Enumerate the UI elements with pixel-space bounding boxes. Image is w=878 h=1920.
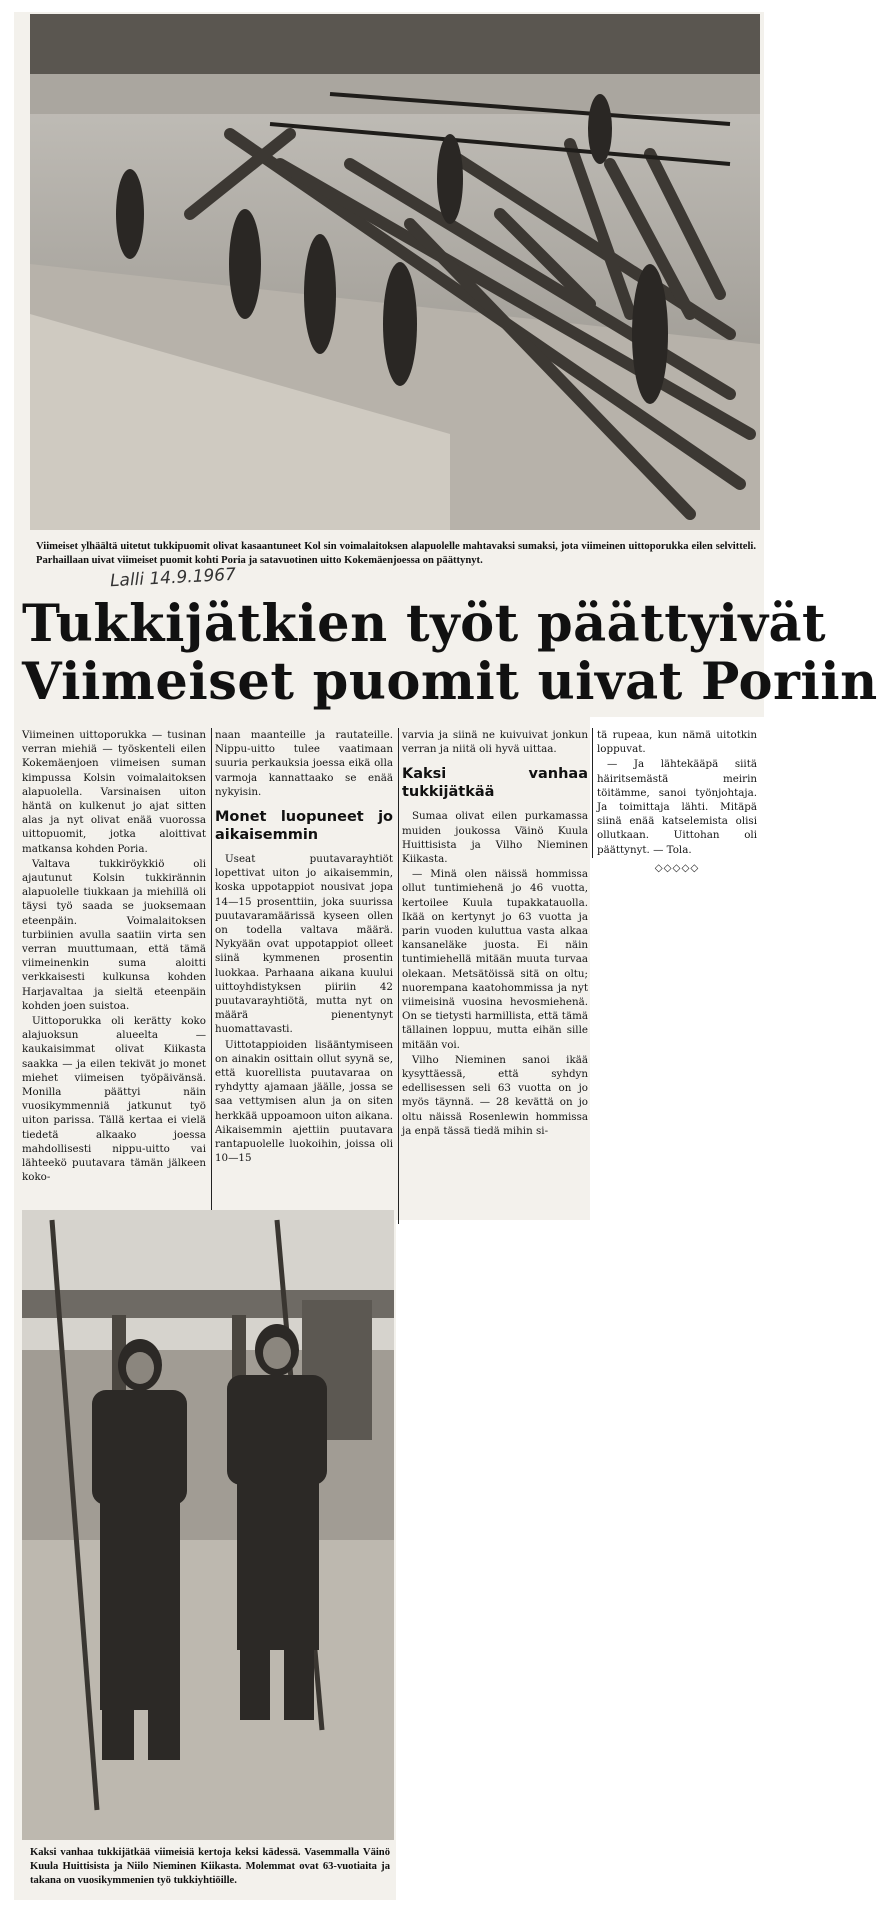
column-rule	[211, 728, 212, 1224]
bottom-photo-caption: Kaksi vanhaa tukkijätkää viimeisiä kertoja keksi kädessä. Vasemmalla Väinö Kuula Huittisista ja Niilo Nieminen Kiikasta. Molemmat ovat 63-vuotiaita ja takana on vuosikymmenien työ tukkiyhtiöille.	[30, 1847, 390, 1886]
column-rule	[592, 728, 593, 858]
headline-line-2: Viimeiset puomit uivat Poriin	[22, 652, 878, 712]
col4-paragraph: — Ja lähtekääpä siitä häiritsemästä meirin töitämme, sanoi työnjohtaja. Ja toimittaja lähti. Mitäpä siinä enää katselemista olisi ollutkaan. Uittohan oli päättynyt. — Tola.	[597, 758, 757, 856]
subheading-monet-luopuneet: Monet luopuneet jo aikaisemmin	[215, 809, 393, 844]
col3-paragraph: — Minä olen näissä hommissa ollut tuntimiehenä jo 46 vuotta, kertoilee Kuula tupakkatauolla. Ikää on kertynyt jo 63 vuotta ja parin vuoden kuluttua vasta alkaa kansaneläke juosta. Ei näin tuntimiehellä mitään muuta turvaa olekaan. Metsätöissä sitä on oltu; nuorempana kaatohommissa ja nyt viimeisinä vuosina hevosmiehenä. On se tietysti harmillista, että tämä tällainen loppuu, mutta eihän sille mitään voi.	[402, 868, 588, 1051]
headline-line-1: Tukkijätkien työt päättyivät	[22, 594, 827, 654]
col3-paragraph: Sumaa olivat eilen purkamassa muiden joukossa Väinö Kuula Huittisista ja Vilho Nieminen Kiikasta.	[402, 810, 588, 866]
article-column-2	[215, 728, 393, 1224]
subheading-kaksi-vanhaa: Kaksi vanhaa tukkijätkää	[402, 766, 588, 801]
col1-paragraph: Viimeinen uittoporukka — tusinan verran miehiä — työskenteli eilen Kokemäenjoen viimeisen suman kimpussa Kolsin voimalaitoksen alapuolella. Varsinaisen uiton häntä on kulkenut jo ajat sitten alas ja nyt olivat enää vuorossa uittopuomit, jotka aloittivat matkansa kohden Poria.	[22, 729, 206, 855]
col2-paragraph: Uittotappioiden lisääntymiseen on ainakin osittain ollut syynä se, että kuorellista puutavaraa on ryhdytty ajamaan jäälle, jossa se saa vettymisen alun ja on siten herkkää uppoamoon uiton aikana. Aikaisemmin ajettiin puutavara rantapuolelle luokoihin, joissa oli 10—15	[215, 1038, 393, 1165]
col1-paragraph: Valtava tukkiröykkiö oli ajautunut Kolsin tukkirännin alapuolelle tiukkaan ja miehillä oli täysi työ saada se juoksemaan eteenpäin. Voimalaitoksen turbiinien avulla saatiin virta sen verran muuttumaan, että tämä viimeinenkin suma aloitti verkkaisesti kulkunsa kohden Harjavaltaa ja sieltä eteenpäin kohden joen suistoa.	[22, 857, 206, 1012]
top-photo-caption: Viimeiset ylhäältä uitetut tukkipuomit olivat kasaantuneet Kol sin voimalaitoksen alapuolelle mahtavaksi sumaksi, jota viimeinen uittoporukka eilen selvitteli. Parhaillaan uivat viimeiset puomit kohti Poria ja satavuotinen uitto Kokemäenjoessa on päättynyt.	[36, 541, 756, 566]
top-photo-log-jam	[30, 14, 760, 530]
col4-paragraph: tä rupeaa, kun nämä uitotkin loppuvat.	[597, 729, 757, 756]
col1-paragraph: Uittoporukka oli kerätty koko alajuoksun alueelta — kaukaisimmat olivat Kiikasta saakka — ja eilen tekivät jo monet miehet viimeisen työpäivänsä. Monilla päättyi näin vuosikymmenniä jatkunut työ uiton parissa. Tällä kertaa ei vielä tiedetä alkaako joessa mahdollisesti nippu-uitto vai lähteekö puutavara tämän jälkeen koko-	[22, 1015, 206, 1184]
article-end-mark: ◇◇◇◇◇	[654, 861, 700, 874]
handwritten-date-note: Lalli 14.9.1967	[109, 564, 237, 592]
article-column-3	[402, 728, 588, 1218]
column-rule	[398, 728, 399, 1224]
article-column-1	[22, 728, 206, 1224]
col2-paragraph: Useat puutavarayhtiöt lopettivat uiton jo aikaisemmin, koska uppotappiot nousivat jopa 14—15 prosenttiin, joka suurissa puutavaramäärissä kyseen ollen on todella valtava määrä. Nykyään ovat uppotappiot olleet siinä kymmenen prosentin luokkaa. Parhaana aikana kuului uittoyhdistyksen piiriin 42 puutavarayhtiötä, mutta nyt on määrä pienentynyt huomattavasti.	[215, 853, 393, 1036]
article-column-4	[597, 728, 757, 874]
col3-paragraph: Vilho Nieminen sanoi ikää kysyttäessä, että syhdyn edellisessen seli 63 vuotta on jo myös täynnä. — 28 kevättä on jo oltu näissä Rosenlewin hommissa ja enpä tässä tiedä mihin si-	[402, 1053, 588, 1137]
col3-intro: varvia ja siinä ne kuivuivat jonkun verran ja niitä oli hyvä uittaa.	[402, 729, 588, 756]
col2-intro: naan maanteille ja rautateille. Nippu-uitto tulee vaatimaan suuria perkauksia joessa eikä olla varmoja kannattaako se enää nykyisin.	[215, 729, 393, 798]
bottom-photo-two-loggers	[22, 1210, 394, 1840]
